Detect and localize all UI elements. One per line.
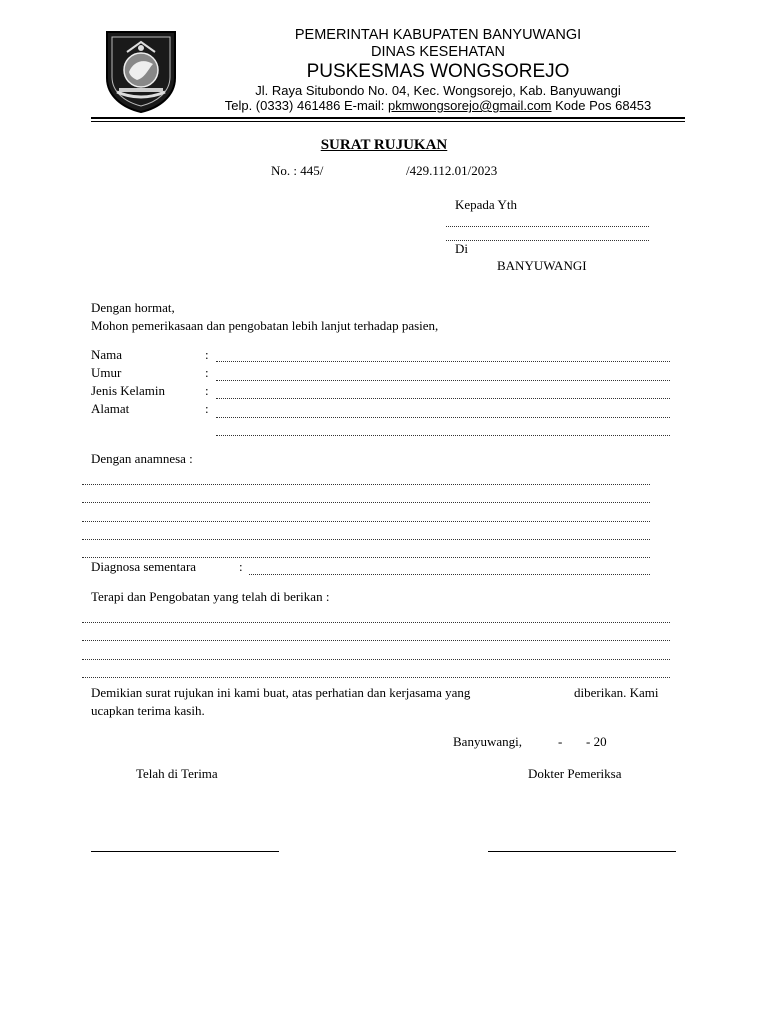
patient-address-colon: :: [205, 401, 209, 416]
therapy-line-4[interactable]: [82, 677, 670, 678]
patient-gender-colon: :: [205, 383, 209, 398]
header-address: Jl. Raya Situbondo No. 04, Kec. Wongsorejo, Kab. Banyuwangi: [255, 83, 621, 98]
diagnosis-field[interactable]: [249, 574, 650, 575]
header-rule-thin: [91, 121, 685, 122]
header-email[interactable]: pkmwongsorejo@gmail.com: [388, 98, 552, 113]
request-text: Mohon pemerikasaan dan pengobatan lebih lanjut terhadap pasien,: [91, 318, 439, 333]
emblem-icon: [103, 28, 179, 114]
patient-address-field-2[interactable]: [216, 435, 670, 436]
signature-left-label: Telah di Terima: [136, 766, 218, 781]
letter-number-prefix: No. : 445/: [271, 163, 324, 178]
letter-number-suffix: /429.112.01/2023: [406, 163, 498, 178]
signature-right-label: Dokter Pemeriksa: [528, 766, 622, 781]
recipient-label: Kepada Yth: [455, 197, 517, 212]
patient-address-field-1[interactable]: [216, 417, 670, 418]
therapy-line-2[interactable]: [82, 640, 670, 641]
anamnesis-line-1[interactable]: [82, 484, 650, 485]
date-separator-1: -: [558, 734, 563, 749]
anamnesis-line-2[interactable]: [82, 502, 650, 503]
recipient-di: Di: [455, 241, 468, 256]
signature-right-line[interactable]: [488, 851, 676, 852]
patient-name-field[interactable]: [216, 361, 670, 362]
date-separator-2: - 20: [586, 734, 607, 749]
recipient-line-1: [446, 226, 649, 227]
anamnesis-line-5[interactable]: [82, 557, 650, 558]
patient-name-colon: :: [205, 347, 209, 362]
header-phone: Telp. (0333) 461486 E-mail:: [224, 98, 389, 113]
anamnesis-line-3[interactable]: [82, 521, 650, 522]
closing-line-1b: diberikan. Kami: [574, 685, 659, 700]
patient-age-field[interactable]: [216, 380, 670, 381]
patient-gender-label: Jenis Kelamin: [91, 383, 166, 398]
greeting: Dengan hormat,: [91, 300, 175, 315]
header-department: DINAS KESEHATAN: [370, 44, 506, 60]
header-government: PEMERINTAH KABUPATEN BANYUWANGI: [294, 27, 582, 43]
therapy-line-1[interactable]: [82, 622, 670, 623]
closing-line-1a: Demikian surat rujukan ini kami buat, atas perhatian dan kerjasama yang: [91, 685, 471, 700]
header-rule-thick: [91, 117, 685, 119]
signature-left-line[interactable]: [91, 851, 279, 852]
date-place: Banyuwangi,: [453, 734, 522, 749]
header-contact: [180, 98, 696, 113]
diagnosis-colon: :: [239, 559, 243, 574]
recipient-line-2: [446, 240, 649, 241]
patient-address-label: Alamat: [91, 401, 130, 416]
therapy-label: Terapi dan Pengobatan yang telah di berikan :: [91, 589, 330, 604]
anamnesis-line-4[interactable]: [82, 539, 650, 540]
recipient-city: BANYUWANGI: [497, 258, 587, 273]
patient-age-label: Umur: [91, 365, 122, 380]
diagnosis-label: Diagnosa sementara: [91, 559, 197, 574]
anamnesis-label: Dengan anamnesa :: [91, 451, 193, 466]
patient-gender-field[interactable]: [216, 398, 670, 399]
header-postcode: Kode Pos 68453: [551, 98, 652, 113]
header-institution: PUSKESMAS WONGSOREJO: [306, 61, 570, 82]
patient-age-colon: :: [205, 365, 209, 380]
patient-name-label: Nama: [91, 347, 123, 362]
therapy-line-3[interactable]: [82, 659, 670, 660]
closing-line-2: ucapkan terima kasih.: [91, 703, 205, 718]
letter-title: SURAT RUJUKAN: [320, 137, 448, 153]
